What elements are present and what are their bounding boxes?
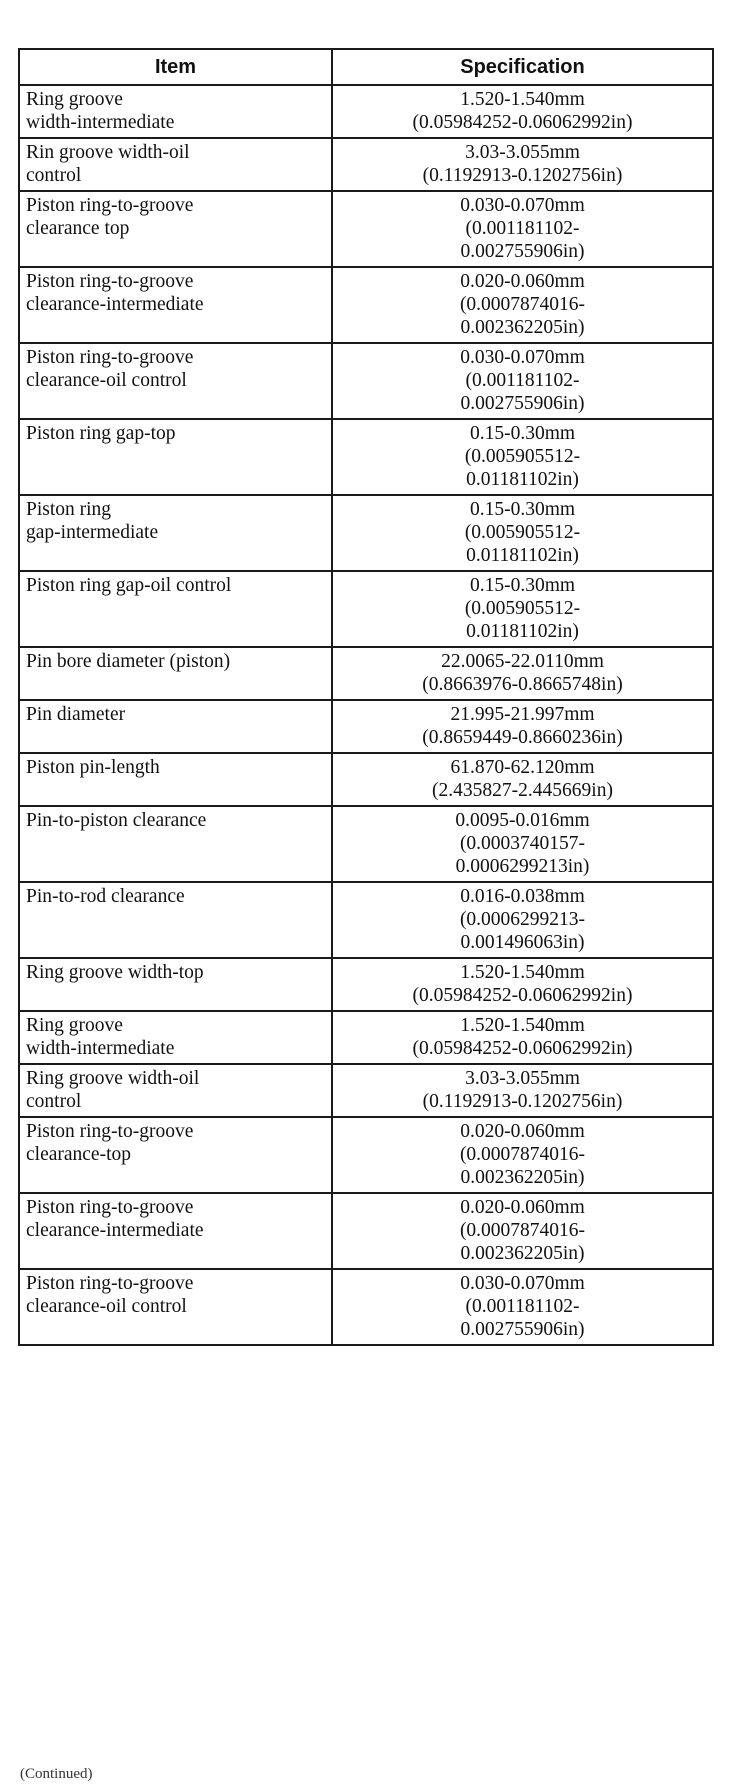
table-row — [19, 343, 713, 419]
table-row — [19, 191, 713, 267]
column-header-specification: Specification — [332, 49, 713, 85]
specification-line: 0.15-0.30mm — [469, 499, 576, 520]
table-body — [19, 85, 713, 1345]
item-cell — [19, 343, 332, 419]
specification-line: 0.002755906in) — [460, 241, 585, 262]
specification-cell — [332, 882, 713, 958]
item-line: clearance-top — [26, 1144, 132, 1165]
specification-line: 1.520-1.540mm — [460, 1015, 585, 1036]
specification-cell — [332, 571, 713, 647]
item-line: clearance-oil control — [26, 1296, 187, 1317]
specification-line: 0.01181102in) — [466, 545, 579, 566]
specification-cell — [332, 138, 713, 191]
specification-cell — [332, 495, 713, 571]
specification-line: 0.15-0.30mm — [469, 575, 576, 596]
specification-line: 0.001496063in) — [460, 932, 585, 953]
specification-cell — [332, 1269, 713, 1345]
specification-line: (0.0003740157- — [459, 833, 586, 854]
item-line: Pin-to-piston clearance — [26, 810, 207, 831]
specification-line: (0.05984252-0.06062992in) — [412, 1038, 633, 1059]
item-line: Pin bore diameter (piston) — [26, 651, 231, 672]
table-row — [19, 1011, 713, 1064]
specification-line: (0.0007874016- — [459, 1144, 586, 1165]
specification-line: (0.001181102- — [465, 370, 580, 391]
table-header-row — [19, 49, 713, 85]
item-cell — [19, 419, 332, 495]
item-cell — [19, 495, 332, 571]
specification-line: 0.0095-0.016mm — [455, 810, 590, 831]
specification-cell — [332, 85, 713, 138]
specification-cell — [332, 1064, 713, 1117]
specification-line: 3.03-3.055mm — [465, 142, 580, 163]
specification-line: 0.030-0.070mm — [460, 1273, 585, 1294]
table-row — [19, 1064, 713, 1117]
specification-cell — [332, 1011, 713, 1064]
item-cell — [19, 191, 332, 267]
item-line: Pin diameter — [26, 704, 126, 725]
item-line: Piston ring-to-groove — [26, 347, 194, 368]
table-row — [19, 267, 713, 343]
specification-line: (0.05984252-0.06062992in) — [412, 112, 633, 133]
item-cell — [19, 1064, 332, 1117]
specification-line: (0.1192913-0.1202756in) — [422, 165, 623, 186]
item-line: Ring groove — [26, 89, 123, 110]
specification-line: (0.1192913-0.1202756in) — [422, 1091, 623, 1112]
item-cell — [19, 753, 332, 806]
specification-line: (0.005905512- — [464, 522, 581, 543]
item-line: width-intermediate — [26, 112, 175, 133]
item-line: clearance top — [26, 218, 130, 239]
item-line: Piston pin-length — [26, 757, 160, 778]
table-row — [19, 753, 713, 806]
item-line: Ring groove width-top — [26, 962, 204, 983]
item-cell — [19, 85, 332, 138]
item-line: Ring groove — [26, 1015, 123, 1036]
table-row — [19, 1117, 713, 1193]
item-cell — [19, 138, 332, 191]
item-cell — [19, 647, 332, 700]
specification-line: 0.002362205in) — [460, 1167, 585, 1188]
specification-line: 0.01181102in) — [466, 469, 579, 490]
item-line: Piston ring-to-groove — [26, 195, 194, 216]
table-row — [19, 571, 713, 647]
specification-line: 0.002362205in) — [460, 317, 585, 338]
specification-cell — [332, 191, 713, 267]
specification-line: 0.002755906in) — [460, 1319, 585, 1340]
specification-line: 0.030-0.070mm — [460, 195, 585, 216]
specification-line: 0.01181102in) — [466, 621, 579, 642]
specification-cell — [332, 700, 713, 753]
specification-line: (0.8663976-0.8665748in) — [422, 674, 623, 695]
specification-line: (0.005905512- — [464, 598, 581, 619]
item-cell — [19, 1193, 332, 1269]
specification-line: 0.030-0.070mm — [460, 347, 585, 368]
specification-cell — [332, 1117, 713, 1193]
specification-line: 21.995-21.997mm — [450, 704, 595, 725]
specification-line: (0.001181102- — [465, 1296, 580, 1317]
table-row — [19, 495, 713, 571]
specification-line: (0.05984252-0.06062992in) — [412, 985, 633, 1006]
specification-line: (0.0006299213- — [459, 909, 586, 930]
table-row — [19, 806, 713, 882]
specification-line: 0.020-0.060mm — [460, 271, 585, 292]
specification-cell — [332, 753, 713, 806]
table-row — [19, 647, 713, 700]
specification-cell — [332, 647, 713, 700]
item-cell — [19, 1117, 332, 1193]
specification-line: (2.435827-2.445669in) — [432, 780, 613, 801]
specification-cell — [332, 958, 713, 1011]
specification-cell — [332, 419, 713, 495]
specification-line: 22.0065-22.0110mm — [441, 651, 604, 672]
specification-table — [18, 48, 714, 1346]
specification-line: 1.520-1.540mm — [460, 89, 585, 110]
item-cell — [19, 958, 332, 1011]
table-row — [19, 138, 713, 191]
column-header-item: Item — [19, 49, 332, 85]
item-cell — [19, 1011, 332, 1064]
item-line: clearance-intermediate — [26, 294, 204, 315]
item-line: Piston ring-to-groove — [26, 271, 194, 292]
continued-note: (Continued) — [20, 1766, 93, 1782]
item-cell — [19, 1269, 332, 1345]
specification-cell — [332, 806, 713, 882]
item-line: Ring groove width-oil — [26, 1068, 200, 1089]
specification-line: (0.0007874016- — [459, 294, 586, 315]
item-line: clearance-oil control — [26, 370, 187, 391]
item-cell — [19, 267, 332, 343]
item-line: width-intermediate — [26, 1038, 175, 1059]
specification-line: 0.002362205in) — [460, 1243, 585, 1264]
item-line: control — [26, 165, 82, 186]
specification-line: (0.8659449-0.8660236in) — [422, 727, 623, 748]
item-line: Piston ring-to-groove — [26, 1121, 194, 1142]
item-line: Pin-to-rod clearance — [26, 886, 185, 907]
specification-line: 0.002755906in) — [460, 393, 585, 414]
item-line: control — [26, 1091, 82, 1112]
item-line: clearance-intermediate — [26, 1220, 204, 1241]
specification-line: 0.020-0.060mm — [460, 1197, 585, 1218]
table-row — [19, 882, 713, 958]
specification-cell — [332, 343, 713, 419]
specification-line: 1.520-1.540mm — [460, 962, 585, 983]
item-line: Piston ring-to-groove — [26, 1197, 194, 1218]
table-row — [19, 419, 713, 495]
specification-line: 0.15-0.30mm — [469, 423, 576, 444]
specification-line: 61.870-62.120mm — [450, 757, 595, 778]
item-line: Rin groove width-oil — [26, 142, 190, 163]
specification-cell — [332, 1193, 713, 1269]
item-line: Piston ring gap-oil control — [26, 575, 232, 596]
table-row — [19, 958, 713, 1011]
specification-line: 0.016-0.038mm — [460, 886, 585, 907]
specification-line: 3.03-3.055mm — [465, 1068, 580, 1089]
table-row — [19, 700, 713, 753]
item-cell — [19, 700, 332, 753]
table-row — [19, 1193, 713, 1269]
table-row — [19, 1269, 713, 1345]
specification-line: 0.020-0.060mm — [460, 1121, 585, 1142]
item-cell — [19, 882, 332, 958]
specification-line: (0.005905512- — [464, 446, 581, 467]
item-cell — [19, 571, 332, 647]
item-cell — [19, 806, 332, 882]
item-line: Piston ring gap-top — [26, 423, 176, 444]
table-row — [19, 85, 713, 138]
specification-cell — [332, 267, 713, 343]
specification-line: (0.001181102- — [465, 218, 580, 239]
item-line: gap-intermediate — [26, 522, 159, 543]
item-line: Piston ring — [26, 499, 112, 520]
specification-line: 0.0006299213in) — [455, 856, 590, 877]
specification-line: (0.0007874016- — [459, 1220, 586, 1241]
item-line: Piston ring-to-groove — [26, 1273, 194, 1294]
